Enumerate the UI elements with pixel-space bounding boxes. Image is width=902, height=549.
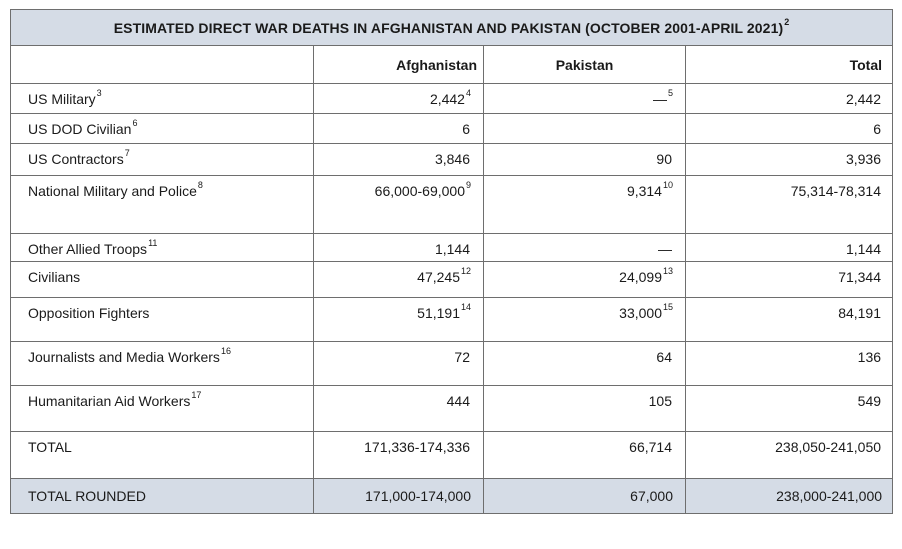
cell-pakistan-footnote: 15	[662, 302, 673, 312]
cell-afghanistan-footnote: 12	[460, 266, 471, 276]
cell-total-value: 1,144	[845, 241, 882, 257]
cell-pakistan-value: —	[652, 91, 667, 107]
cell-afghanistan	[314, 176, 484, 234]
cell-pakistan: 67,000	[484, 479, 686, 514]
row-label	[11, 234, 314, 262]
cell-total-value: 71,344	[838, 269, 882, 285]
cell-afghanistan	[314, 144, 484, 176]
cell-total-value: 3,936	[845, 151, 882, 167]
cell-afghanistan-value: 171,336-174,336	[364, 439, 470, 455]
cell-pakistan	[484, 176, 686, 234]
row-label	[11, 386, 314, 432]
cell-afghanistan	[314, 386, 484, 432]
cell-total	[686, 84, 893, 114]
cell-total	[686, 386, 893, 432]
header-label	[11, 46, 314, 84]
cell-total-value: 2,442	[845, 91, 882, 107]
row-label-value: Journalists and Media Workers	[28, 349, 220, 365]
cell-afghanistan	[314, 84, 484, 114]
cell-pakistan-value: 64	[656, 349, 672, 365]
row-label-footnote: 3	[96, 88, 102, 98]
cell-pakistan-value: 105	[648, 393, 672, 409]
row-label-value: National Military and Police	[28, 183, 197, 199]
cell-afghanistan	[314, 262, 484, 298]
header-row	[11, 46, 893, 84]
row-label-value: Other Allied Troops	[28, 241, 148, 257]
row-label-value: TOTAL	[28, 439, 72, 455]
cell-total-value: 75,314-78,314	[790, 183, 882, 199]
table-title-footnote: 2	[784, 16, 790, 27]
cell-afghanistan-value: 72	[454, 349, 470, 365]
war-deaths-table-container	[10, 9, 892, 514]
cell-pakistan	[484, 234, 686, 262]
cell-afghanistan-value: 47,245	[417, 269, 460, 285]
table-row	[11, 386, 893, 432]
table-title-text: ESTIMATED DIRECT WAR DEATHS IN AFGHANISTAN AND PAKISTAN (OCTOBER 2001-APRIL 2021)	[113, 19, 784, 36]
row-label-footnote: 6	[132, 118, 138, 128]
row-label	[11, 144, 314, 176]
row-label	[11, 432, 314, 479]
table-row	[11, 342, 893, 386]
cell-pakistan-footnote: 5	[667, 88, 673, 98]
row-label	[11, 262, 314, 298]
row-label-footnote: 8	[197, 180, 203, 190]
table-row	[11, 298, 893, 342]
table-row	[11, 114, 893, 144]
row-label: TOTAL ROUNDED	[11, 479, 314, 514]
war-deaths-table	[10, 9, 893, 514]
cell-afghanistan-footnote: 4	[465, 88, 471, 98]
table-title	[11, 10, 893, 46]
row-label-footnote: 11	[148, 238, 158, 248]
row-label-footnote: 17	[191, 390, 202, 400]
cell-afghanistan-footnote: 14	[460, 302, 471, 312]
cell-pakistan	[484, 386, 686, 432]
cell-total	[686, 144, 893, 176]
cell-pakistan-value: 33,000	[619, 305, 662, 321]
table-row-total-rounded	[11, 479, 893, 514]
cell-afghanistan	[314, 432, 484, 479]
table-row	[11, 432, 893, 479]
cell-pakistan	[484, 114, 686, 144]
row-label	[11, 298, 314, 342]
table-body	[11, 84, 893, 479]
cell-afghanistan-value: 444	[446, 393, 470, 409]
cell-afghanistan	[314, 234, 484, 262]
cell-afghanistan	[314, 298, 484, 342]
cell-pakistan	[484, 84, 686, 114]
cell-pakistan-footnote: 10	[662, 180, 673, 190]
row-label-value: Humanitarian Aid Workers	[28, 393, 191, 409]
cell-pakistan-footnote: 13	[662, 266, 673, 276]
row-label-value: Civilians	[28, 269, 81, 285]
row-label-footnote: 16	[220, 346, 231, 356]
cell-pakistan-value: —	[658, 241, 672, 257]
row-label	[11, 342, 314, 386]
header-afghanistan: Afghanistan	[314, 46, 484, 84]
cell-total	[686, 234, 893, 262]
row-label	[11, 84, 314, 114]
cell-pakistan-value: 90	[656, 151, 672, 167]
cell-afghanistan-value: 3,846	[434, 151, 470, 167]
cell-total-value: 136	[857, 349, 882, 365]
cell-afghanistan	[314, 114, 484, 144]
cell-total	[686, 298, 893, 342]
cell-total	[686, 262, 893, 298]
cell-total	[686, 176, 893, 234]
cell-afghanistan-value: 66,000-69,000	[374, 183, 465, 199]
row-label	[11, 176, 314, 234]
cell-total	[686, 114, 893, 144]
cell-afghanistan-value: 6	[462, 121, 470, 137]
cell-afghanistan-value: 51,191	[417, 305, 460, 321]
cell-afghanistan-value: 1,144	[434, 241, 470, 257]
header-total: Total	[686, 46, 893, 84]
row-label-value: US DOD Civilian	[28, 121, 132, 137]
cell-pakistan-value: 9,314	[626, 183, 662, 199]
table-row	[11, 176, 893, 234]
row-label-footnote: 7	[124, 148, 130, 158]
cell-total: 238,000-241,000	[686, 479, 893, 514]
table-row	[11, 234, 893, 262]
cell-pakistan-value: 24,099	[619, 269, 662, 285]
row-label-value: US Contractors	[28, 151, 124, 167]
cell-total-value: 549	[857, 393, 882, 409]
cell-total-value: 6	[873, 121, 882, 137]
title-row	[11, 10, 893, 46]
cell-pakistan-value: 66,714	[629, 439, 672, 455]
header-pakistan: Pakistan	[484, 46, 686, 84]
row-label-value: US Military	[28, 91, 96, 107]
table-row	[11, 144, 893, 176]
table-row	[11, 262, 893, 298]
row-label-value: Opposition Fighters	[28, 305, 150, 321]
cell-pakistan	[484, 298, 686, 342]
cell-pakistan	[484, 432, 686, 479]
cell-pakistan	[484, 262, 686, 298]
table-row	[11, 84, 893, 114]
cell-afghanistan	[314, 342, 484, 386]
cell-total-value: 238,050-241,050	[775, 439, 882, 455]
cell-total	[686, 342, 893, 386]
cell-pakistan	[484, 342, 686, 386]
cell-pakistan	[484, 144, 686, 176]
cell-afghanistan-footnote: 9	[465, 180, 471, 190]
cell-total	[686, 432, 893, 479]
cell-afghanistan: 171,000-174,000	[314, 479, 484, 514]
cell-afghanistan-value: 2,442	[429, 91, 465, 107]
row-label	[11, 114, 314, 144]
cell-total-value: 84,191	[838, 305, 882, 321]
